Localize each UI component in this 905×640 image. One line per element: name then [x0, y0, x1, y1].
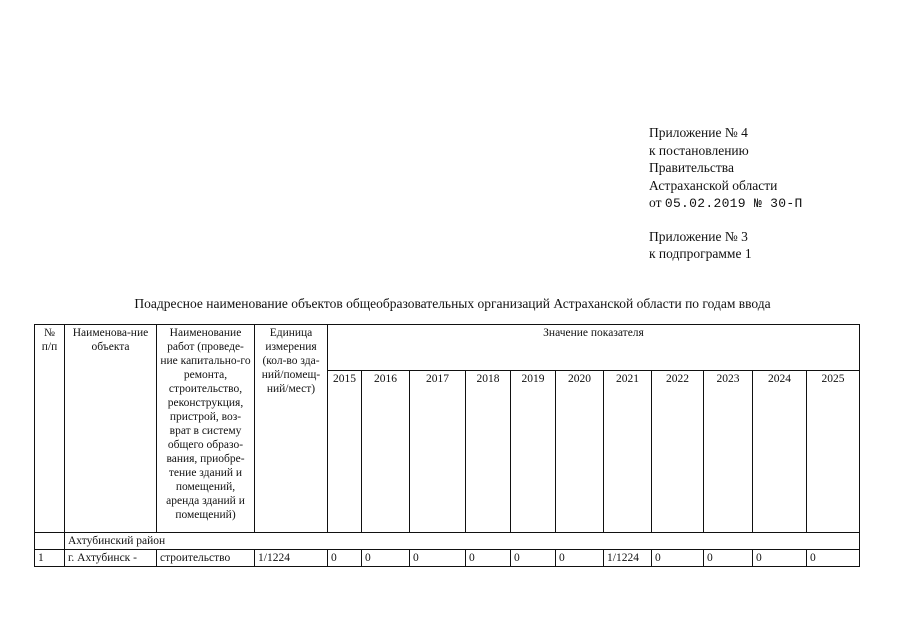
- row-value: 0: [328, 550, 362, 567]
- year-header: 2016: [362, 371, 410, 533]
- district-num-cell: [35, 533, 65, 550]
- row-works: строительство: [157, 550, 255, 567]
- year-header: 2015: [328, 371, 362, 533]
- row-unit: 1/1224: [255, 550, 328, 567]
- appendix-date-line: [649, 194, 803, 213]
- header-unit: Единица измерения (кол-во зда-ний/помещ-ний/мест): [255, 325, 328, 533]
- year-header: 2019: [511, 371, 556, 533]
- year-header: 2017: [410, 371, 466, 533]
- row-value: 0: [652, 550, 704, 567]
- row-object-name: г. Ахтубинск -: [65, 550, 157, 567]
- row-value: 0: [511, 550, 556, 567]
- year-header: 2025: [807, 371, 860, 533]
- row-value: 0: [466, 550, 511, 567]
- row-value: 0: [704, 550, 753, 567]
- date-prefix: от: [649, 195, 662, 210]
- header-works: Наименование работ (проведе-ние капитально-го ремонта, строительство, реконструкция, пристрой, воз-врат в систему общего образо-вания, приобре-тение зданий и помещений, аренда зданий и помещений): [157, 325, 255, 533]
- appendix-line: Астраханской области: [649, 177, 778, 193]
- year-header: 2024: [753, 371, 807, 533]
- appendix-line: к постановлению: [649, 142, 749, 158]
- appendix-line: к подпрограмме 1: [649, 246, 752, 261]
- row-value: 0: [556, 550, 604, 567]
- row-num: 1: [35, 550, 65, 567]
- year-header: 2022: [652, 371, 704, 533]
- year-header: 2021: [604, 371, 652, 533]
- header-num: № п/п: [35, 325, 65, 533]
- appendix-line: Приложение № 4: [649, 125, 748, 140]
- table-row: [35, 550, 860, 567]
- row-value: 0: [410, 550, 466, 567]
- district-name: Ахтубинский район: [65, 533, 860, 550]
- appendix-line: Правительства: [649, 160, 734, 175]
- year-header: 2018: [466, 371, 511, 533]
- decree-date-number: 05.02.2019 № 30-П: [664, 196, 803, 211]
- row-value: 0: [362, 550, 410, 567]
- row-value: 0: [753, 550, 807, 567]
- row-value: 0: [807, 550, 860, 567]
- appendix-line: Приложение № 3: [649, 228, 748, 244]
- header-indicator: Значение показателя: [328, 325, 860, 371]
- header-row: [35, 325, 860, 371]
- appendix-block: [649, 124, 803, 263]
- year-header: 2020: [556, 371, 604, 533]
- district-row: [35, 533, 860, 550]
- year-header: 2023: [704, 371, 753, 533]
- document-title: Поадресное наименование объектов общеобразовательных организаций Астраханской области по годам ввода: [134, 296, 771, 311]
- header-object-name: Наименова-ние объекта: [65, 325, 157, 533]
- row-value: 1/1224: [604, 550, 652, 567]
- objects-table: [34, 324, 860, 567]
